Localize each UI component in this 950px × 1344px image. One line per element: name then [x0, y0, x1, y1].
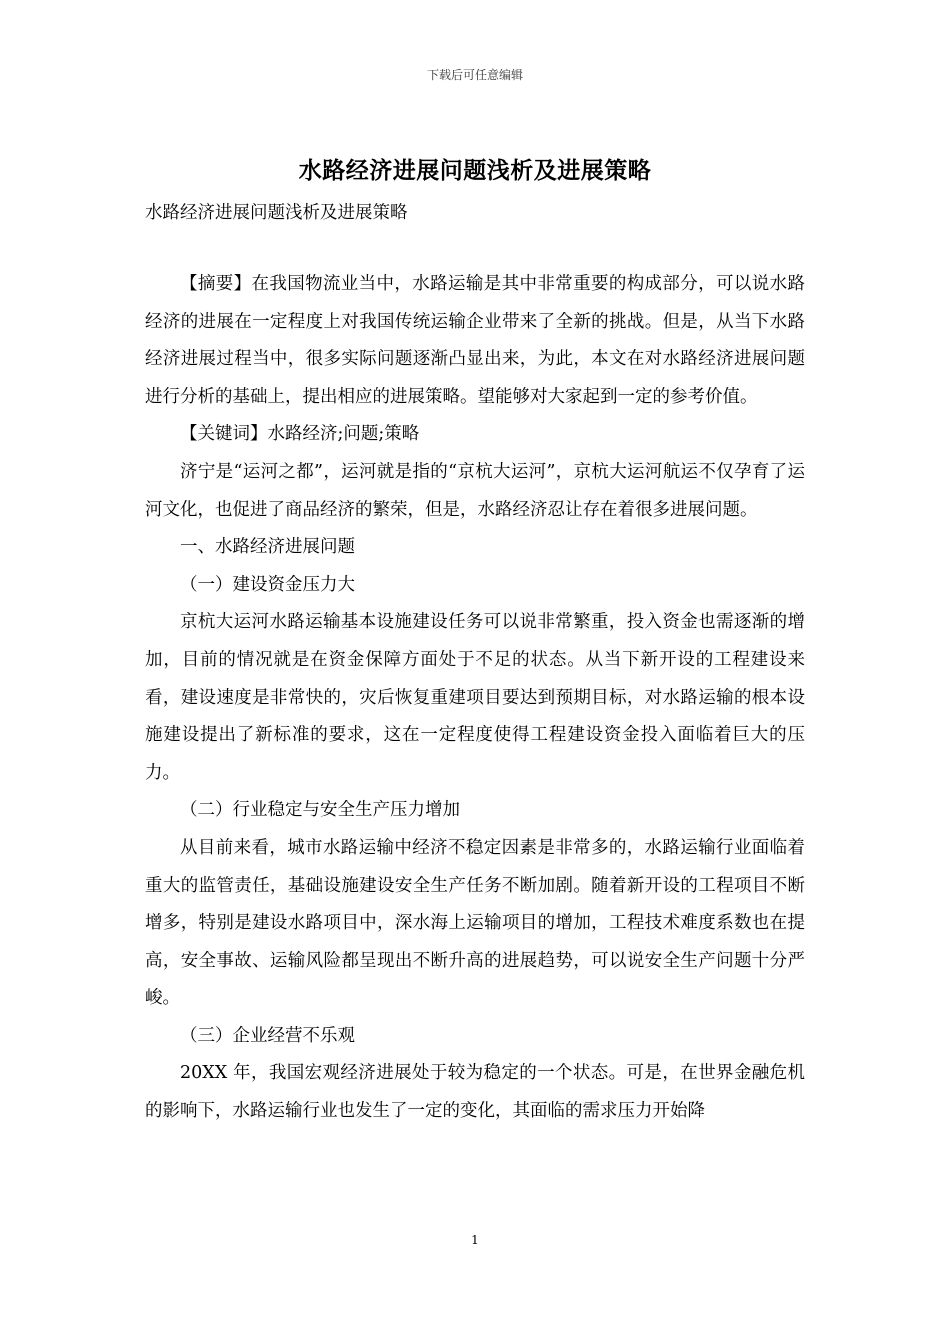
page-number: 1 — [471, 1233, 479, 1247]
section-heading-1: 一、水路经济进展问题 — [180, 537, 355, 558]
subsection-heading-3: （三）企业经营不乐观 — [180, 1025, 355, 1046]
keywords-paragraph: 【关键词】水路经济;问题;策略 — [180, 424, 420, 445]
document-title: 水路经济进展问题浅析及进展策略 — [298, 157, 652, 184]
header-note: 下载后可任意编辑 — [426, 68, 523, 82]
subsection-heading-2: （二）行业稳定与安全生产压力增加 — [180, 800, 460, 821]
body-paragraph: 京杭大运河水路运输基本设施建设任务可以说非常繁重，投入资金也需逐渐的增加，目前的情况就是在资金保障方面处于不足的状态。从当下新开设的工程建设来看，建设速度是非常快的，灾后恢复重建项目要达到预期目标，对水路运输的根本设施建设提出了新标准的要求，这在一定程度使得工程建设资金投入面临着巨大的压力。 — [145, 612, 805, 783]
body-paragraph: 20XX 年，我国宏观经济进展处于较为稳定的一个状态。可是，在世界金融危机的影响下，水路运输行业也发生了一定的变化，其面临的需求压力开始降 — [145, 1063, 805, 1122]
document-subtitle: 水路经济进展问题浅析及进展策略 — [145, 203, 408, 223]
body-paragraph: 从目前来看，城市水路运输中经济不稳定因素是非常多的，水路运输行业面临着重大的监管责任，基础设施建设安全生产任务不断加剧。随着新开设的工程项目不断增多，特别是建设水路项目中，深水海上运输项目的增加，工程技术难度系数也在提高，安全事故、运输风险都呈现出不断升高的进展趋势，可以说安全生产问题十分严峻。 — [145, 837, 805, 1009]
abstract-paragraph: 【摘要】在我国物流业当中，水路运输是其中非常重要的构成部分，可以说水路经济的进展在一定程度上对我国传统运输企业带来了全新的挑战。但是，从当下水路经济进展过程当中，很多实际问题逐渐凸显出来，为此，本文在对水路经济进展问题进行分析的基础上，提出相应的进展策略。望能够对大家起到一定的参考价值。 — [145, 274, 805, 407]
intro-paragraph: 济宁是“运河之都”，运河就是指的“京杭大运河”，京杭大运河航运不仅孕育了运河文化，也促进了商品经济的繁荣，但是，水路经济忍让存在着很多进展问题。 — [145, 461, 805, 520]
subsection-heading-1: （一）建设资金压力大 — [180, 574, 355, 595]
document-body — [145, 266, 805, 1131]
